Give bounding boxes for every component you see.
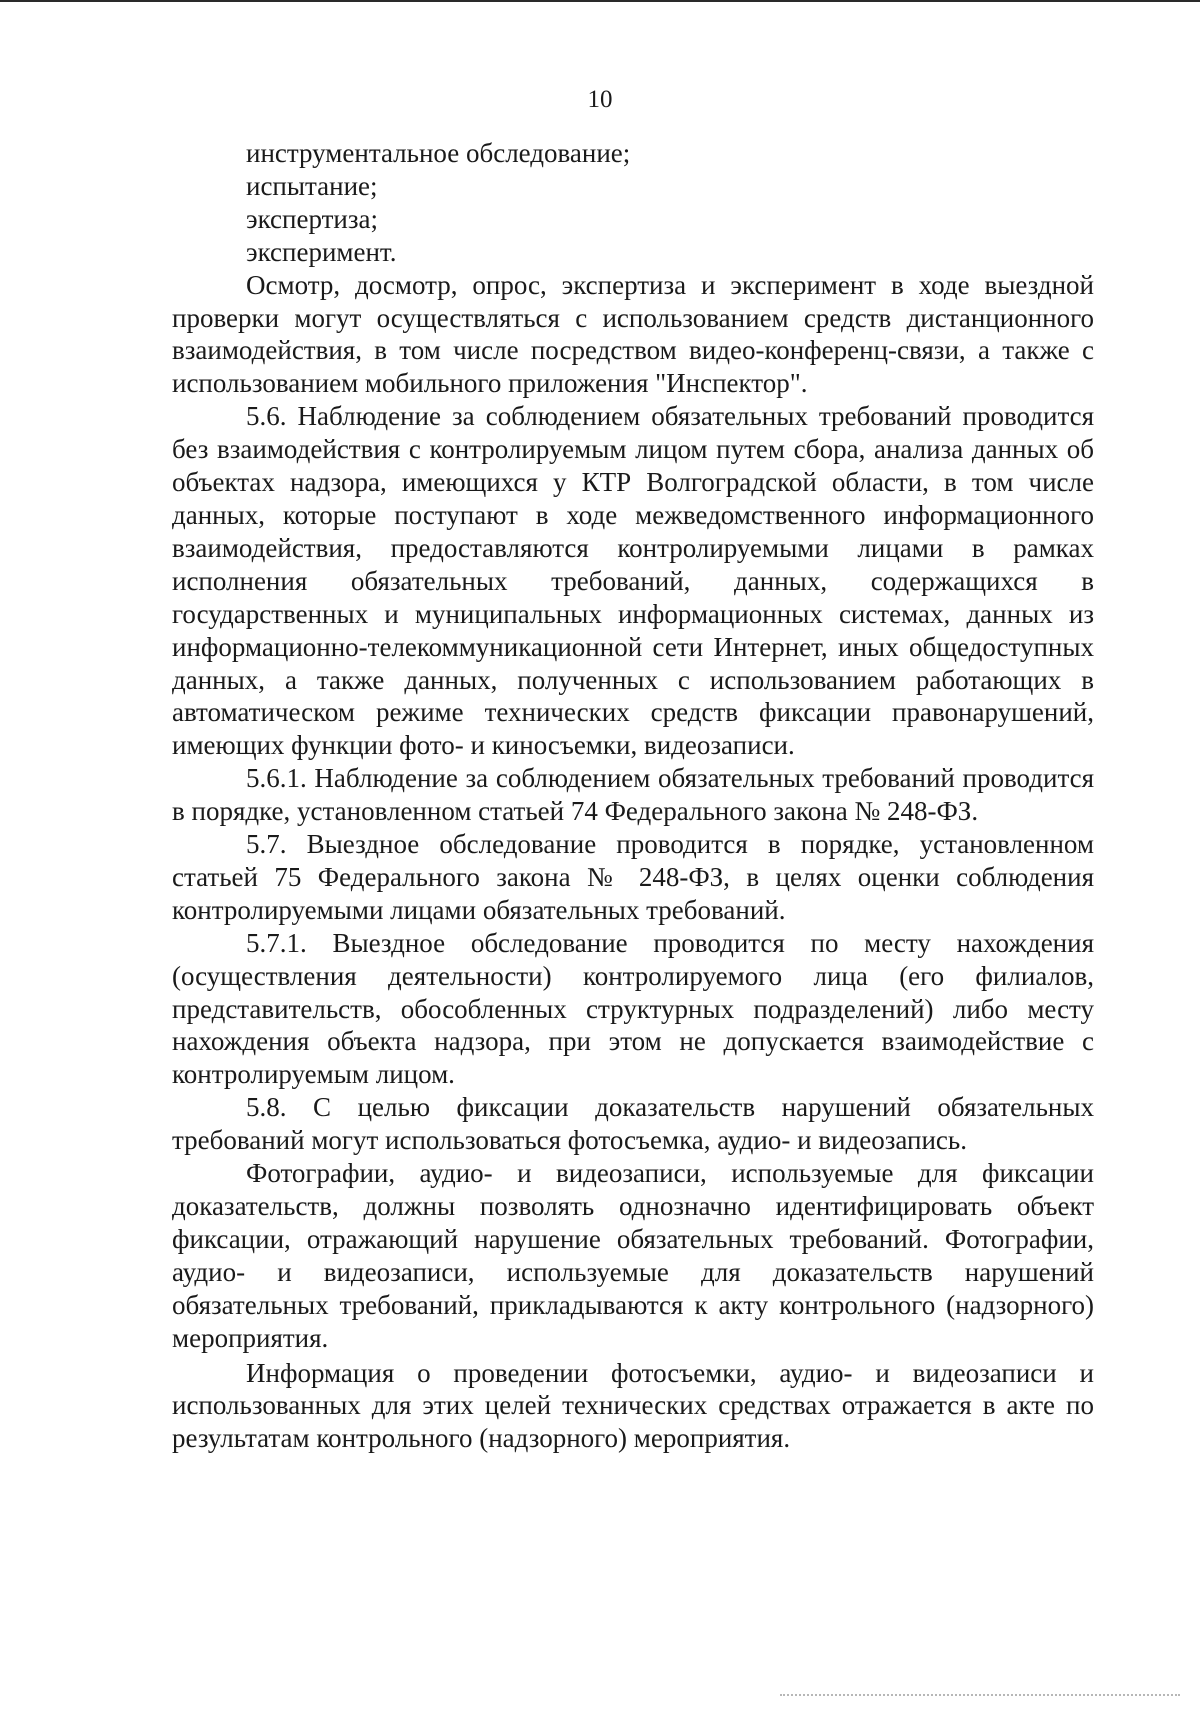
document-body (172, 137, 1094, 1455)
list-item-experiment: эксперимент. (246, 236, 397, 267)
paragraph-5-6-observation: 5.6. Наблюдение за соблюдением обязательных требований проводится без взаимодействия с контролируемым лицом путем сбора, анализа данных об объектах надзора, имеющихся у КТР Волгоградской области, в том числе данных, которые поступают в ходе межведомственного информационного взаимодействия, предоставляются контролируемыми лицами в рамках исполнения обязательных требований, данных, содержащихся в государственных и муниципальных информационных системах, данных из информационно-телекоммуникационной сети Интернет, иных общедоступных данных, а также данных, полученных с использованием работающих в автоматическом режиме технических средств фиксации правонарушений, имеющих функции фото- и киносъемки, видеозаписи. (172, 401, 1094, 761)
paragraph-remote-interaction: Осмотр, досмотр, опрос, экспертиза и эксперимент в ходе выездной проверки могут осуществляться с использованием средств дистанционного взаимодействия, в том числе посредством видео-конференц-связи, а также с использованием мобильного приложения "Инспектор". (172, 269, 1094, 399)
list-item-instrumental-inspection: инструментальное обследование; (246, 138, 631, 168)
paragraph-5-6-1-observation-procedure: 5.6.1. Наблюдение за соблюдением обязательных требований проводится в порядке, установленном статьей 74 Федерального закона № 248-ФЗ. (172, 763, 1094, 827)
page-bottom-marks (780, 1690, 1180, 1696)
paragraph-5-7-1-site-survey-location: 5.7.1. Выездное обследование проводится по месту нахождения (осуществления деятельности) контролируемого лица (его филиалов, представительств, обособленных структурных подразделений) либо месту нахождения объекта надзора, при этом не допускается взаимодействие с контролируемым лицом. (172, 927, 1094, 1090)
paragraph-5-8-evidence-recording: 5.8. С целью фиксации доказательств нарушений обязательных требований могут использоваться фотосъемка, аудио- и видеозапись. (172, 1092, 1094, 1156)
page-number: 10 (587, 86, 613, 113)
paragraph-5-7-site-survey: 5.7. Выездное обследование проводится в порядке, установленном статьей 75 Федерального закона № 248-ФЗ, в целях оценки соблюдения контролируемыми лицами обязательных требований. (172, 829, 1094, 925)
page-top-edge (0, 0, 1200, 2)
paragraph-photo-requirements: Фотографии, аудио- и видеозаписи, используемые для фиксации доказательств, должны позволять однозначно идентифицировать объект фиксации, отражающий нарушение обязательных требований. Фотографии, аудио- и видеозаписи, используемые для доказательств нарушений обязательных требований, прикладываются к акту контрольного (надзорного) мероприятия. (172, 1158, 1094, 1353)
list-item-expertise: экспертиза; (246, 203, 378, 234)
list-item-testing: испытание; (246, 170, 378, 201)
paragraph-recording-information: Информация о проведении фотосъемки, аудио- и видеозаписи и использованных для этих целей технических средствах отражается в акте по результатам контрольного (надзорного) мероприятия. (172, 1357, 1094, 1454)
